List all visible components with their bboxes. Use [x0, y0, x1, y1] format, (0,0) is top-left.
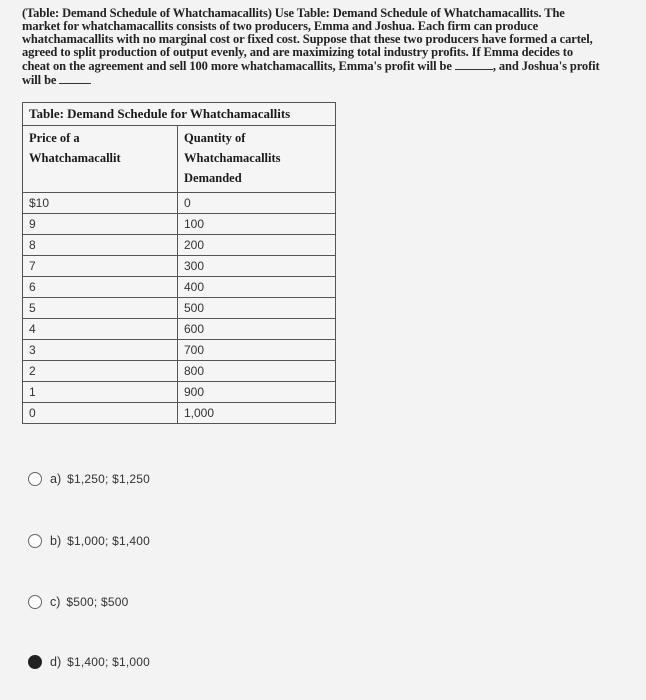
option-text: $500; $500 — [66, 595, 129, 609]
table-header-row — [23, 126, 335, 193]
table-row — [23, 319, 335, 340]
answer-option-b[interactable] — [28, 534, 150, 548]
option-letter: a) — [50, 472, 62, 486]
table-row — [23, 235, 335, 256]
header-text: Whatchamacallit — [29, 151, 121, 165]
table-row — [23, 256, 335, 277]
option-text: $1,250; $1,250 — [67, 472, 150, 486]
question-line: agreed to split production of output evenly, and are maximizing total industry profits. If Emma decides to — [22, 45, 573, 59]
question-text-part: cheat on the agreement and sell 100 more whatchamacallits, Emma's profit will be — [22, 59, 452, 73]
price-cell: 2 — [23, 361, 178, 382]
demand-schedule-table — [22, 102, 336, 424]
price-cell: 4 — [23, 319, 178, 340]
price-cell: 5 — [23, 298, 178, 319]
question-line: market for whatchamacallits consists of two producers, Emma and Joshua. Each firm can produce — [22, 19, 539, 33]
question-text-part: will be — [22, 73, 57, 87]
radio-button-icon[interactable] — [28, 595, 42, 609]
price-column-header — [23, 126, 178, 193]
price-cell: 0 — [29, 406, 36, 420]
option-text: $1,400; $1,000 — [67, 655, 150, 669]
quantity-cell: 300 — [178, 256, 336, 277]
table-body — [23, 193, 335, 424]
quantity-cell: 900 — [178, 382, 336, 403]
option-letter: b) — [50, 534, 62, 548]
table-title: Table: Demand Schedule for Whatchamacallits — [23, 103, 335, 126]
quantity-cell: 1,000 — [178, 403, 336, 424]
price-cell: 7 — [23, 256, 178, 277]
answer-option-d[interactable] — [28, 655, 150, 669]
question-text-part: , and Joshua's profit — [492, 59, 600, 73]
price-cell: 1 — [23, 382, 178, 403]
radio-button-icon[interactable] — [28, 472, 42, 486]
header-text: Whatchamacallits — [184, 151, 281, 165]
quantity-cell: 800 — [178, 361, 336, 382]
question-line — [22, 73, 640, 87]
price-cell: 3 — [23, 340, 178, 361]
price-cell: 6 — [23, 277, 178, 298]
radio-button-icon[interactable] — [28, 655, 42, 669]
table-row — [23, 214, 335, 235]
answer-option-c[interactable] — [28, 595, 128, 609]
quantity-cell: 100 — [178, 214, 336, 235]
table-row — [23, 361, 335, 382]
question-line: whatchamacallits with no marginal cost or fixed cost. Suppose that these two producers have formed a cartel, — [22, 32, 593, 46]
price-cell: $10 — [23, 193, 178, 214]
option-letter: d) — [50, 655, 62, 669]
quantity-cell: 700 — [178, 340, 336, 361]
table-row — [23, 382, 335, 403]
option-text: $1,000; $1,400 — [67, 534, 150, 548]
header-text: Quantity of — [184, 131, 246, 145]
quantity-cell: 500 — [178, 298, 336, 319]
quantity-cell: 200 — [178, 235, 336, 256]
option-letter: c) — [50, 595, 61, 609]
question-text — [22, 7, 640, 87]
answer-blank-emma — [455, 59, 493, 70]
table-row — [23, 298, 335, 319]
answer-blank-joshua — [59, 73, 91, 84]
price-cell: 9 — [23, 214, 178, 235]
quantity-column-header — [178, 126, 336, 193]
quantity-cell: 600 — [178, 319, 336, 340]
table-row — [23, 340, 335, 361]
demand-table — [23, 126, 335, 423]
table-row — [23, 403, 335, 424]
price-cell: 8 — [23, 235, 178, 256]
answer-option-a[interactable] — [28, 472, 150, 486]
radio-button-icon[interactable] — [28, 534, 42, 548]
question-line — [22, 59, 640, 73]
table-row — [23, 193, 335, 214]
quantity-cell: 400 — [178, 277, 336, 298]
header-text: Price of a — [29, 131, 80, 145]
header-text: Demanded — [184, 171, 242, 185]
question-line: (Table: Demand Schedule of Whatchamacallits) Use Table: Demand Schedule of Whatchamacallits. The — [22, 6, 565, 20]
quantity-cell: 0 — [178, 193, 336, 214]
table-row — [23, 277, 335, 298]
